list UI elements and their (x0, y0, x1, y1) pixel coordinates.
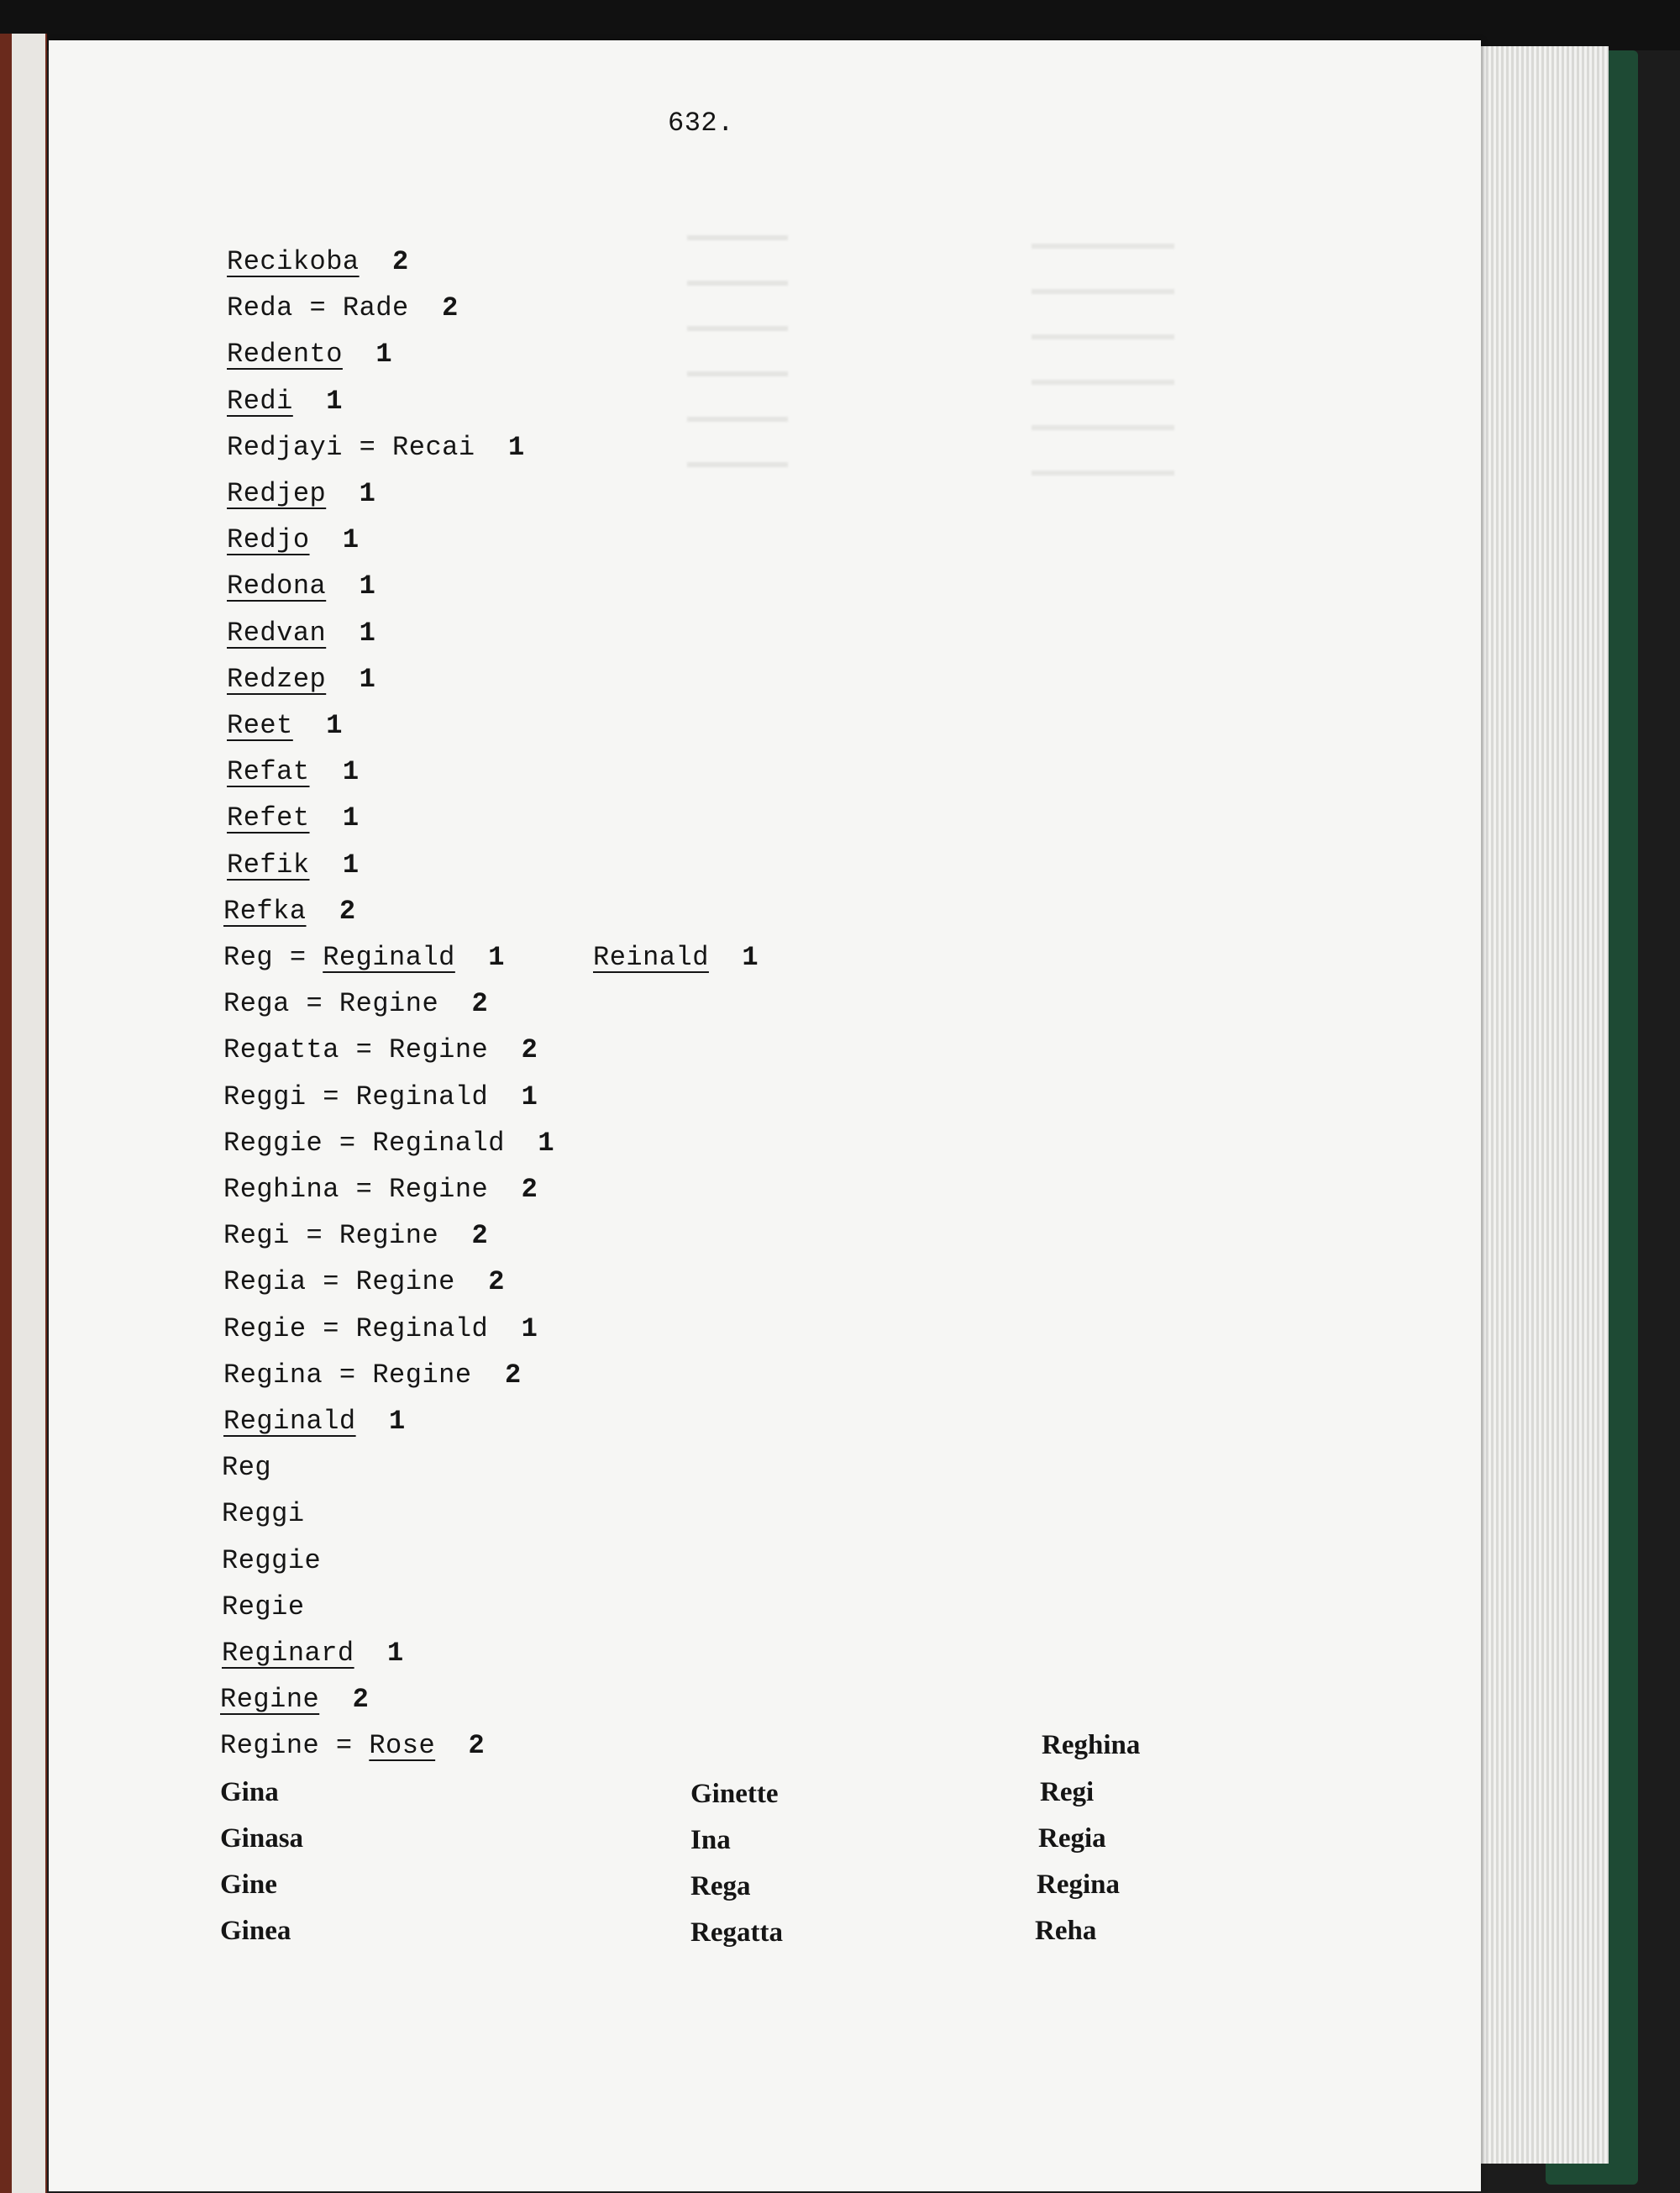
regine-variant: Regina (1037, 1870, 1120, 1900)
entry-count: 2 (438, 1220, 489, 1252)
entry-count: 2 (306, 895, 356, 927)
name-entry (227, 292, 459, 323)
reginald-variant (222, 1591, 305, 1622)
bleed-through-block (687, 217, 788, 502)
name-entry-extra (593, 942, 759, 973)
entry-name: Reet (227, 710, 293, 741)
name-entry (227, 756, 360, 787)
entry-name: Redento (227, 339, 343, 371)
entry-equivalent: Reginald (355, 1312, 489, 1344)
entry-count: 1 (309, 524, 360, 556)
equals-sign: = (323, 1359, 373, 1391)
entry-count: 2 (435, 1730, 486, 1762)
equals-sign: = (306, 1312, 356, 1344)
entry-name: Redjayi (227, 431, 343, 463)
regine-variant: Ina (690, 1824, 731, 1855)
entry-name: Reginald (223, 1406, 356, 1437)
name-entry (222, 1638, 404, 1669)
entry-count: 2 (319, 1684, 370, 1716)
entry-name: Rega (223, 988, 290, 1020)
regine-variant: Rega (690, 1871, 751, 1901)
equals-sign: = (323, 1127, 373, 1159)
entry-name: Redona (227, 571, 327, 602)
entry-count: 1 (488, 1081, 538, 1112)
name-entry (227, 664, 375, 695)
equals-sign: = (292, 292, 343, 324)
page-number: 632. (668, 108, 734, 139)
entry-equivalent: Reginald (355, 1081, 489, 1112)
entry-equivalent: Regine (389, 1034, 489, 1066)
name-entry (227, 524, 360, 555)
entry-count: 2 (408, 292, 459, 324)
entry-name: Redjo (227, 524, 310, 556)
name-entry (227, 386, 343, 417)
entry-name: Regatta (223, 1034, 339, 1066)
regine-variant: Gine (220, 1870, 277, 1900)
entry-count: 1 (342, 339, 393, 371)
bleed-through-block (1032, 225, 1174, 511)
entry-count: 1 (309, 849, 360, 881)
entry-equivalent: Reginald (372, 1127, 505, 1159)
entry-count: 1 (708, 942, 759, 973)
equals-sign: = (289, 1220, 339, 1252)
name-entry (227, 571, 375, 602)
name-entry (223, 942, 505, 973)
variant-name: Reggi (222, 1498, 305, 1530)
variant-name: Reg (222, 1452, 272, 1484)
entry-count: 1 (326, 571, 376, 602)
entry-equivalent: Rose (369, 1730, 436, 1762)
entry-name: Regine (220, 1684, 320, 1716)
name-entry (223, 1034, 538, 1065)
regine-variant: Ginette (690, 1778, 779, 1809)
regine-variant: Regia (1038, 1822, 1106, 1854)
entry-count: 1 (488, 1312, 538, 1344)
entry-name: Refka (223, 895, 307, 927)
reginald-variant (222, 1452, 271, 1483)
name-entry (223, 1406, 406, 1437)
book-page (49, 40, 1481, 2191)
entry-name: Regina (223, 1359, 323, 1391)
name-entry (227, 246, 409, 277)
entry-count: 1 (326, 663, 376, 695)
entry-name: Reinald (593, 942, 709, 973)
equals-sign: = (306, 1081, 356, 1112)
entry-name: Refik (227, 849, 310, 881)
name-entry (223, 1266, 505, 1297)
name-entry (220, 1684, 369, 1715)
entry-count: 1 (326, 617, 376, 649)
regine-variant: Gina (220, 1776, 279, 1807)
entry-count: 1 (292, 385, 343, 417)
entry-count: 2 (488, 1034, 538, 1066)
entry-name: Refat (227, 756, 310, 788)
name-entry (227, 339, 392, 370)
regine-variant: Regi (1040, 1776, 1095, 1807)
entry-name: Reggie (223, 1127, 323, 1159)
entry-count: 2 (359, 246, 409, 277)
entry-name: Redzep (227, 663, 327, 695)
entry-name: Regia (223, 1266, 307, 1298)
left-page-edge (12, 34, 45, 2193)
name-entry (227, 478, 375, 509)
entry-equivalent: Recai (392, 431, 475, 463)
reginald-variant (222, 1498, 305, 1529)
name-entry (223, 896, 356, 927)
equals-sign: = (306, 1266, 356, 1298)
page-edges (1466, 46, 1609, 2164)
entry-name: Refet (227, 802, 310, 834)
entry-count: 1 (326, 478, 376, 509)
entry-name: Regie (223, 1312, 307, 1344)
regine-variant: Reghina (1042, 1730, 1141, 1761)
entry-count: 1 (355, 1406, 406, 1437)
entry-name: Reginard (222, 1638, 354, 1669)
entry-equivalent: Regine (355, 1266, 455, 1298)
entry-count: 1 (504, 1127, 555, 1159)
name-entry (227, 432, 525, 463)
entry-count: 1 (309, 802, 360, 834)
equals-sign: = (289, 988, 339, 1020)
entry-name: Redjep (227, 478, 327, 509)
entry-equivalent: Reginald (323, 942, 455, 973)
entry-name: Reghina (223, 1174, 339, 1205)
name-entry (227, 802, 360, 834)
entry-name: Reg (223, 942, 274, 973)
name-entry (223, 1220, 488, 1251)
entry-equivalent: Regine (339, 1220, 439, 1252)
entry-equivalent: Regine (339, 988, 439, 1020)
entry-count: 1 (292, 710, 343, 741)
entry-count: 1 (475, 431, 525, 463)
entry-count: 1 (354, 1638, 404, 1669)
entry-equivalent: Regine (372, 1359, 472, 1391)
reginald-variant (222, 1545, 321, 1576)
entry-count: 2 (438, 988, 489, 1020)
entry-count: 2 (471, 1359, 522, 1391)
regine-variant: Regatta (690, 1917, 783, 1948)
regine-variant: Reha (1035, 1916, 1097, 1947)
equals-sign: = (273, 942, 323, 973)
entry-count: 1 (309, 756, 360, 788)
variant-name: Reggie (222, 1544, 322, 1576)
name-entry (220, 1730, 485, 1761)
name-entry (223, 1174, 538, 1205)
name-entry (223, 1313, 538, 1344)
name-entry (223, 1081, 538, 1112)
entry-count: 2 (488, 1174, 538, 1205)
equals-sign: = (339, 1034, 390, 1066)
equals-sign: = (319, 1730, 370, 1762)
entry-name: Regi (223, 1220, 290, 1252)
equals-sign: = (342, 431, 393, 463)
entry-name: Reda (227, 292, 293, 324)
entry-name: Reggi (223, 1081, 307, 1112)
name-entry (227, 849, 360, 881)
variant-name: Regie (222, 1591, 305, 1622)
entry-name: Regine (220, 1730, 320, 1762)
entry-name: Redi (227, 385, 293, 417)
regine-variant: Ginea (220, 1916, 291, 1947)
entry-count: 2 (454, 1266, 505, 1298)
name-entry (223, 988, 488, 1019)
entry-name: Redvan (227, 617, 327, 649)
name-entry (223, 1128, 554, 1159)
name-entry (227, 710, 343, 741)
entry-equivalent: Regine (389, 1174, 489, 1205)
name-entry (227, 618, 375, 649)
entry-equivalent: Rade (342, 292, 409, 324)
regine-variant: Ginasa (220, 1822, 304, 1854)
equals-sign: = (339, 1174, 390, 1205)
entry-count: 1 (454, 942, 505, 973)
name-entry (223, 1359, 522, 1391)
entry-name: Recikoba (227, 246, 360, 277)
